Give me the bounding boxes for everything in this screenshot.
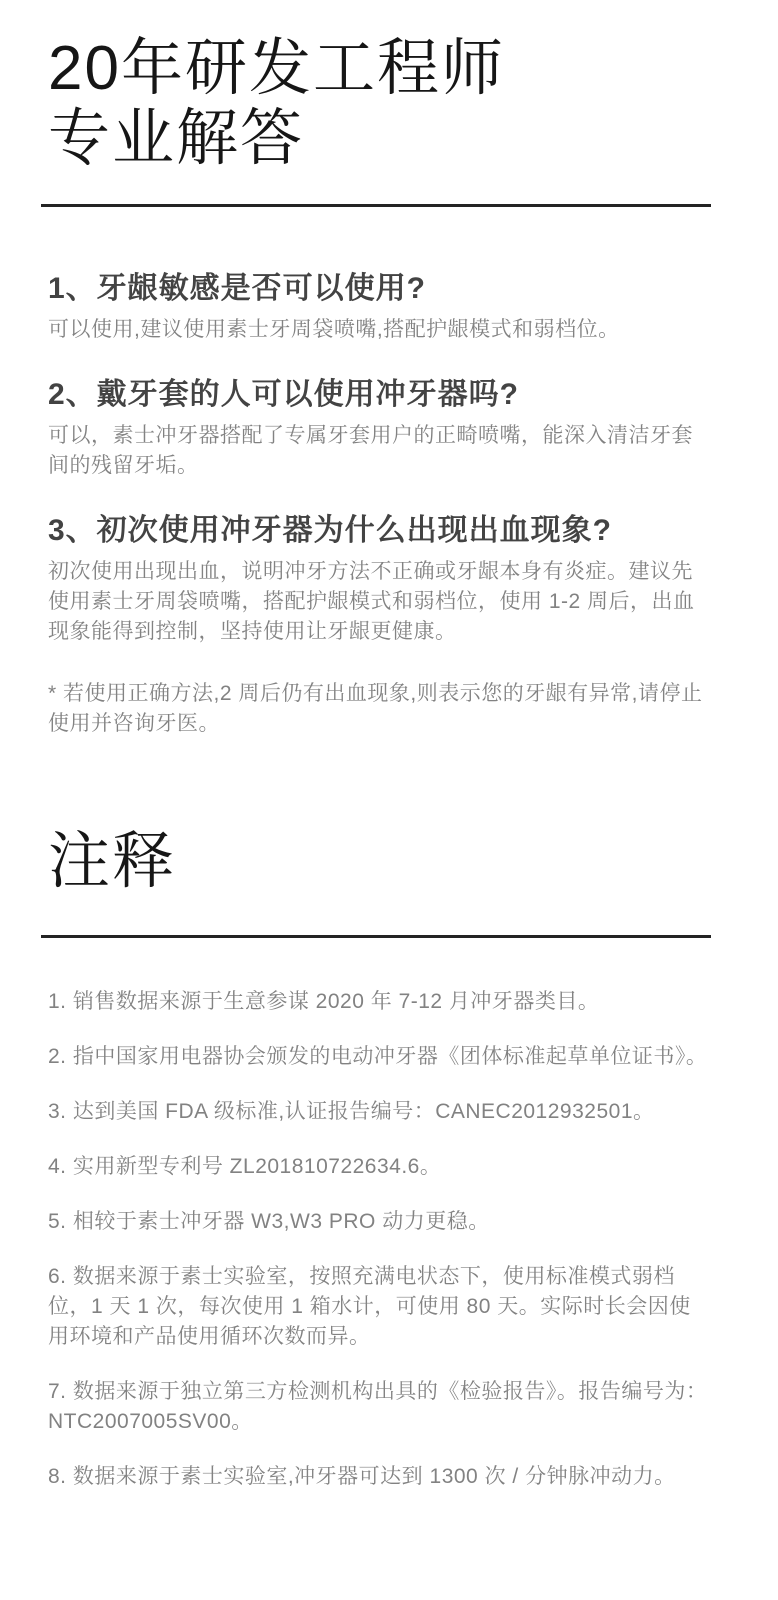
note-item-5: 5. 相较于素士冲牙器 W3,W3 PRO 动力更稳。 [48, 1210, 490, 1233]
faq-question-3: 3、初次使用冲牙器为什么出现出血现象? [48, 514, 613, 547]
note-item-8: 8. 数据来源于素士实验室,冲牙器可达到 1300 次 / 分钟脉冲动力。 [48, 1465, 676, 1488]
notes-list [48, 987, 712, 1492]
page-title-line1: 20年研发工程师 [48, 34, 505, 103]
faq-question-2: 2、戴牙套的人可以使用冲牙器吗? [48, 378, 520, 411]
faq-answer-1: 可以使用,建议使用素士牙周袋喷嘴,搭配护龈模式和弱档位。 [48, 318, 620, 341]
note-item-1: 1. 销售数据来源于生意参谋 2020 年 7-12 月冲牙器类目。 [48, 990, 600, 1013]
faq-section [48, 271, 712, 739]
page-title [48, 0, 712, 174]
page-title-line2: 专业解答 [48, 104, 305, 173]
note-item-4: 4. 实用新型专利号 ZL201810722634.6。 [48, 1155, 442, 1178]
faq-answer-2: 可以，素士冲牙器搭配了专属牙套用户的正畸喷嘴，能深入清洁牙套间的残留牙垢。 [48, 424, 693, 477]
faq-disclaimer: * 若使用正确方法,2 周后仍有出血现象,则表示您的牙龈有异常,请停止使用并咨询牙医。 [48, 682, 703, 735]
divider [41, 204, 711, 207]
note-item-3: 3. 达到美国 FDA 级标准,认证报告编号：CANEC2012932501。 [48, 1100, 655, 1123]
note-item-2: 2. 指中国家用电器协会颁发的电动冲牙器《团体标准起草单位证书》。 [48, 1045, 708, 1068]
faq-question-1: 1、牙龈敏感是否可以使用? [48, 272, 427, 305]
note-item-7: 7. 数据来源于独立第三方检测机构出具的《检验报告》。报告编号为：NTC2007005SV00。 [48, 1380, 708, 1433]
faq-answer-3: 初次使用出现出血，说明冲牙方法不正确或牙龈本身有炎症。建议先使用素士牙周袋喷嘴，搭配护龈模式和弱档位，使用 1-2 周后，出血现象能得到控制，坚持使用让牙龈更健康。 [48, 560, 695, 643]
notes-section-title: 注释 [48, 827, 177, 896]
divider [41, 935, 711, 938]
note-item-6: 6. 数据来源于素士实验室，按照充满电状态下，使用标准模式弱档位，1 天 1 次，每次使用 1 箱水计，可使用 80 天。实际时长会因使用环境和产品使用循环次数而异。 [48, 1265, 691, 1348]
